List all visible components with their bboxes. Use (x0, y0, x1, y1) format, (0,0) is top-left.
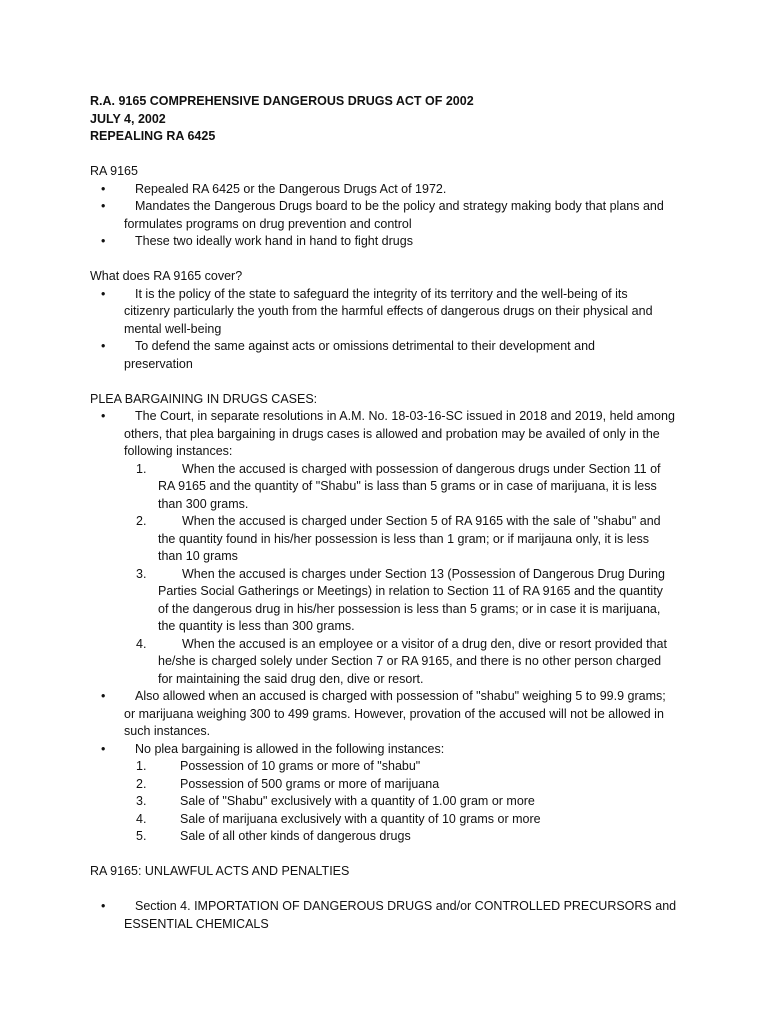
spacer (90, 881, 690, 899)
bullet-icon: • (101, 181, 106, 196)
list-item-text: mental well-being (124, 321, 222, 336)
numbered-item-text: than 300 grams. (158, 496, 249, 511)
spacer (90, 373, 690, 391)
bullet-icon: • (101, 234, 106, 248)
list-item-text: citizenry particularly the youth from the harmful effects of dangerous drugs on their physical and (124, 304, 653, 318)
numbered-item (90, 513, 690, 566)
list-item-text: Section 4. IMPORTATION OF DANGEROUS DRUGS and/or CONTROLLED PRECURSORS and (135, 899, 677, 913)
list-item-text: To defend the same against acts or omissions detrimental to their development and (135, 339, 595, 353)
section-heading-coverage: What does RA 9165 cover? (90, 269, 243, 283)
section4-list (90, 898, 690, 933)
list-item-text: following instances: (124, 444, 233, 458)
numbered-item-text: the quantity found in his/her possession is less than 1 gram; or if marijauna only, it is less (158, 531, 649, 546)
list-item (90, 898, 690, 933)
section-heading-plea-bargaining: PLEA BARGAINING IN DRUGS CASES: (90, 391, 318, 406)
document-repeal-note: REPEALING RA 6425 (90, 129, 216, 143)
item-number: 4. (136, 811, 147, 826)
section2-list (90, 286, 690, 374)
numbered-item-text: Possession of 500 grams or more of marijuana (180, 776, 440, 791)
item-number: 3. (136, 794, 147, 808)
section3-list (90, 408, 690, 846)
bullet-icon: • (101, 199, 106, 213)
section-heading-ra9165: RA 9165 (90, 164, 138, 178)
numbered-item-text: the quantity is less than 300 grams. (158, 619, 355, 633)
section-heading-unlawful-acts: RA 9165: UNLAWFUL ACTS AND PENALTIES (90, 864, 350, 878)
bullet-icon: • (101, 286, 106, 301)
list-item-text: formulates programs on drug prevention and control (124, 216, 412, 231)
section1-list (90, 181, 690, 251)
list-item (90, 688, 690, 741)
document-date: JULY 4, 2002 (90, 111, 166, 126)
numbered-item (90, 758, 690, 776)
spacer (90, 251, 690, 269)
list-item-text: ESSENTIAL CHEMICALS (124, 916, 269, 931)
list-item-text: preservation (124, 356, 193, 371)
bullet-icon: • (101, 689, 106, 703)
numbered-item (90, 776, 690, 794)
item-number: 1. (136, 759, 147, 773)
list-item (90, 233, 690, 251)
bullet-icon: • (101, 899, 106, 913)
numbered-item (90, 811, 690, 829)
numbered-item (90, 793, 690, 811)
numbered-item-text: When the accused is charges under Section 13 (Possession of Dangerous Drug During (182, 566, 665, 581)
numbered-item-text: When the accused is charged under Section 5 of RA 9165 with the sale of "shabu" and (182, 514, 661, 528)
spacer (90, 146, 690, 164)
list-item (90, 181, 690, 199)
numbered-item-text: When the accused is an employee or a visitor of a drug den, dive or resort provided that (182, 636, 667, 651)
numbered-item-text: he/she is charged solely under Section 7 or RA 9165, and there is no other person charged (158, 654, 662, 668)
list-item (90, 408, 690, 461)
item-number: 3. (136, 566, 147, 581)
numbered-item-text: of the dangerous drug in his/her possession is less than 5 grams; or in case it is marijuana, (158, 601, 661, 616)
list-item-text: It is the policy of the state to safeguard the integrity of its territory and the well-being of its (135, 286, 628, 301)
list-item-text: Repealed RA 6425 or the Dangerous Drugs Act of 1972. (135, 181, 447, 196)
list-item-text: Also allowed when an accused is charged with possession of "shabu" weighing 5 to 99.9 grams; (135, 689, 666, 703)
numbered-item-text: Sale of marijuana exclusively with a quantity of 10 grams or more (180, 811, 541, 826)
item-number: 2. (136, 776, 147, 791)
numbered-item-text: Sale of all other kinds of dangerous drugs (180, 829, 411, 843)
numbered-item-text: Parties Social Gatherings or Meetings) in relation to Section 11 of RA 9165 and the quantity (158, 584, 663, 598)
list-item-text: These two ideally work hand in hand to fight drugs (135, 234, 413, 248)
numbered-item-text: RA 9165 and the quantity of "Shabu" is lass than 5 grams or in case of marijuana, it is less (158, 479, 657, 493)
list-item-text: Mandates the Dangerous Drugs board to be the policy and strategy making body that plans and (135, 199, 664, 213)
numbered-item (90, 828, 690, 846)
numbered-item-text: than 10 grams (158, 549, 238, 563)
list-item (90, 286, 690, 339)
item-number: 2. (136, 514, 147, 528)
numbered-item-text: for maintaining the said drug den, dive or resort. (158, 671, 424, 686)
list-item-text: or marijuana weighing 300 to 499 grams. However, provation of the accused will not be allowed in (124, 706, 664, 721)
bullet-icon: • (101, 339, 106, 353)
list-item (90, 198, 690, 233)
numbered-item (90, 461, 690, 514)
document-title: R.A. 9165 COMPREHENSIVE DANGEROUS DRUGS ACT OF 2002 (90, 94, 474, 108)
item-number: 4. (136, 636, 147, 651)
item-number: 1. (136, 461, 147, 476)
numbered-item-text: When the accused is charged with possession of dangerous drugs under Section 11 of (182, 461, 661, 476)
numbered-item-text: Possession of 10 grams or more of "shabu" (180, 759, 421, 773)
numbered-item-text: Sale of "Shabu" exclusively with a quantity of 1.00 gram or more (180, 794, 535, 808)
item-number: 5. (136, 829, 147, 843)
list-item-text: The Court, in separate resolutions in A.M. No. 18-03-16-SC issued in 2018 and 2019, held among (135, 409, 675, 423)
numbered-item (90, 636, 690, 689)
spacer (90, 846, 690, 864)
list-item-text: others, that plea bargaining in drugs cases is allowed and probation may be availed of only in the (124, 426, 660, 441)
numbered-item (90, 566, 690, 636)
list-item-text: such instances. (124, 724, 211, 738)
document-page (90, 93, 690, 933)
bullet-icon: • (101, 409, 106, 423)
list-item-text: No plea bargaining is allowed in the following instances: (135, 741, 445, 756)
list-item (90, 741, 690, 759)
bullet-icon: • (101, 741, 106, 756)
list-item (90, 338, 690, 373)
